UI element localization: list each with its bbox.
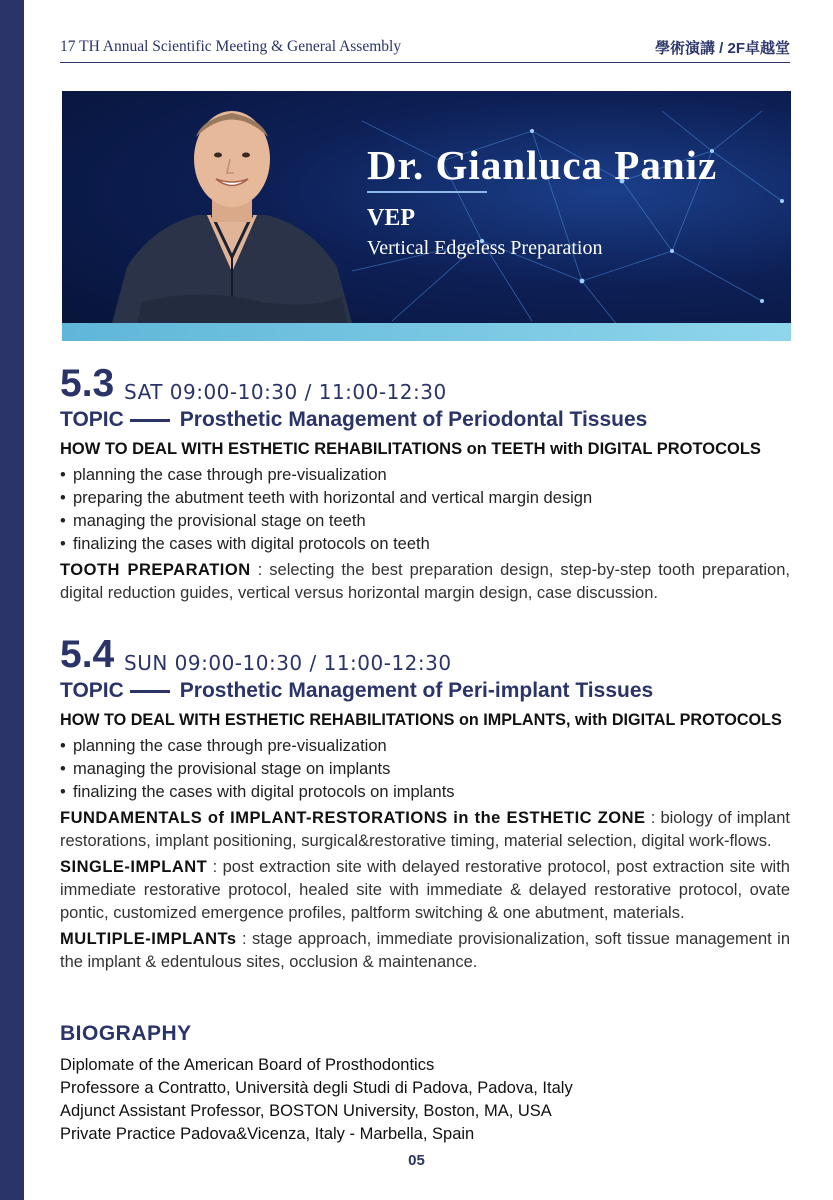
session-time: SUN 09:00-10:30 / 11:00-12:30 [124, 651, 452, 675]
paragraph-text: : biology of implant restorations, implant positioning, surgical&restorative timing, material selection, digital work-flows. [60, 809, 790, 850]
bullet-dot-icon: • [60, 535, 66, 553]
topic-label: TOPIC [60, 679, 124, 702]
list-item [60, 533, 790, 556]
session-paragraph [60, 807, 790, 853]
session-paragraph [60, 856, 790, 925]
bullet-text: finalizing the cases with digital protocols on implants [73, 783, 455, 801]
list-item [60, 781, 790, 804]
speaker-banner [62, 91, 791, 341]
session-time: SAT 09:00-10:30 / 11:00-12:30 [124, 380, 447, 404]
paragraph-text: : post extraction site with delayed restorative protocol, post extraction site with immediate restorative protocol, healed site with immediate & delayed restorative protocol, ovate pontic, customized emergence profiles, paltform switching & one abutment, materials. [60, 858, 790, 922]
speaker-name: Dr. Gianluca Paniz [367, 142, 718, 188]
session-bullet-list [60, 735, 790, 804]
page-header [60, 36, 790, 63]
venue-label: 學術演講 / 2F卓越堂 [654, 40, 790, 57]
session-day-2 [60, 633, 790, 974]
session-headline: HOW TO DEAL WITH ESTHETIC REHABILITATIONS on TEETH with DIGITAL PROTOCOLS [60, 440, 761, 458]
bullet-dot-icon: • [60, 466, 66, 484]
list-item: Private Practice Padova&Vicenza, Italy - Marbella, Spain [60, 1125, 475, 1143]
session-paragraph [60, 559, 790, 605]
paragraph-lead: FUNDAMENTALS of IMPLANT-RESTORATIONS in the ESTHETIC ZONE [60, 809, 646, 827]
speaker-portrait [112, 97, 352, 323]
banner-bottom-stripe [62, 323, 791, 341]
bullet-dot-icon: • [60, 512, 66, 530]
list-item [60, 510, 790, 533]
paragraph-lead: MULTIPLE-IMPLANTs [60, 930, 237, 948]
bullet-text: preparing the abutment teeth with horizontal and vertical margin design [73, 489, 593, 507]
page-number: 05 [408, 1152, 425, 1169]
banner-topic-abbreviation: VEP [367, 205, 415, 231]
list-item [60, 464, 790, 487]
session-date: 5.3 [60, 362, 115, 405]
paragraph-text: : selecting the best preparation design, step-by-step tooth preparation, digital reduction guides, vertical versus horizontal margin design, case discussion. [60, 561, 790, 602]
bullet-dot-icon: • [60, 783, 66, 801]
session-paragraph [60, 928, 790, 974]
session-topic-line [60, 679, 790, 709]
banner-topic-title: Vertical Edgeless Preparation [367, 237, 603, 259]
bullet-dot-icon: • [60, 489, 66, 507]
topic-title: Prosthetic Management of Peri-implant Tissues [179, 679, 654, 702]
list-item [60, 735, 790, 758]
list-item [60, 758, 790, 781]
list-item: Diplomate of the American Board of Prosthodontics [60, 1056, 435, 1074]
list-item [60, 487, 790, 510]
biography-list [60, 1054, 573, 1146]
bullet-dot-icon: • [60, 737, 66, 755]
session-topic-line [60, 408, 790, 438]
topic-label: TOPIC [60, 408, 124, 431]
bullet-text: managing the provisional stage on teeth [73, 512, 366, 530]
left-sidebar-stripe [0, 0, 24, 1200]
list-item: Professore a Contratto, Università degli Studi di Padova, Padova, Italy [60, 1079, 573, 1097]
session-date-line [60, 633, 790, 679]
bullet-dot-icon: • [60, 760, 66, 778]
event-title: 17 TH Annual Scientific Meeting & General Assembly [60, 38, 402, 55]
session-date-line [60, 362, 790, 408]
name-divider [367, 191, 487, 193]
paragraph-lead: TOOTH PREPARATION [60, 561, 251, 579]
topic-title: Prosthetic Management of Periodontal Tissues [179, 408, 648, 431]
session-date: 5.4 [60, 633, 115, 676]
paragraph-text: : stage approach, immediate provisionalization, soft tissue management in the implant & edentulous sites, occlusion & maintenance. [60, 930, 790, 971]
biography-title: BIOGRAPHY [60, 1022, 192, 1045]
paragraph-lead: SINGLE-IMPLANT [60, 858, 208, 876]
topic-dash [130, 419, 170, 422]
topic-dash [130, 690, 170, 693]
bullet-text: managing the provisional stage on implants [73, 760, 391, 778]
bullet-text: planning the case through pre-visualization [73, 466, 387, 484]
bullet-text: finalizing the cases with digital protocols on teeth [73, 535, 430, 553]
session-bullet-list [60, 464, 790, 556]
bullet-text: planning the case through pre-visualization [73, 737, 387, 755]
session-headline: HOW TO DEAL WITH ESTHETIC REHABILITATIONS on IMPLANTS, with DIGITAL PROTOCOLS [60, 711, 782, 729]
list-item: Adjunct Assistant Professor, BOSTON University, Boston, MA, USA [60, 1102, 552, 1120]
session-day-1 [60, 362, 790, 605]
